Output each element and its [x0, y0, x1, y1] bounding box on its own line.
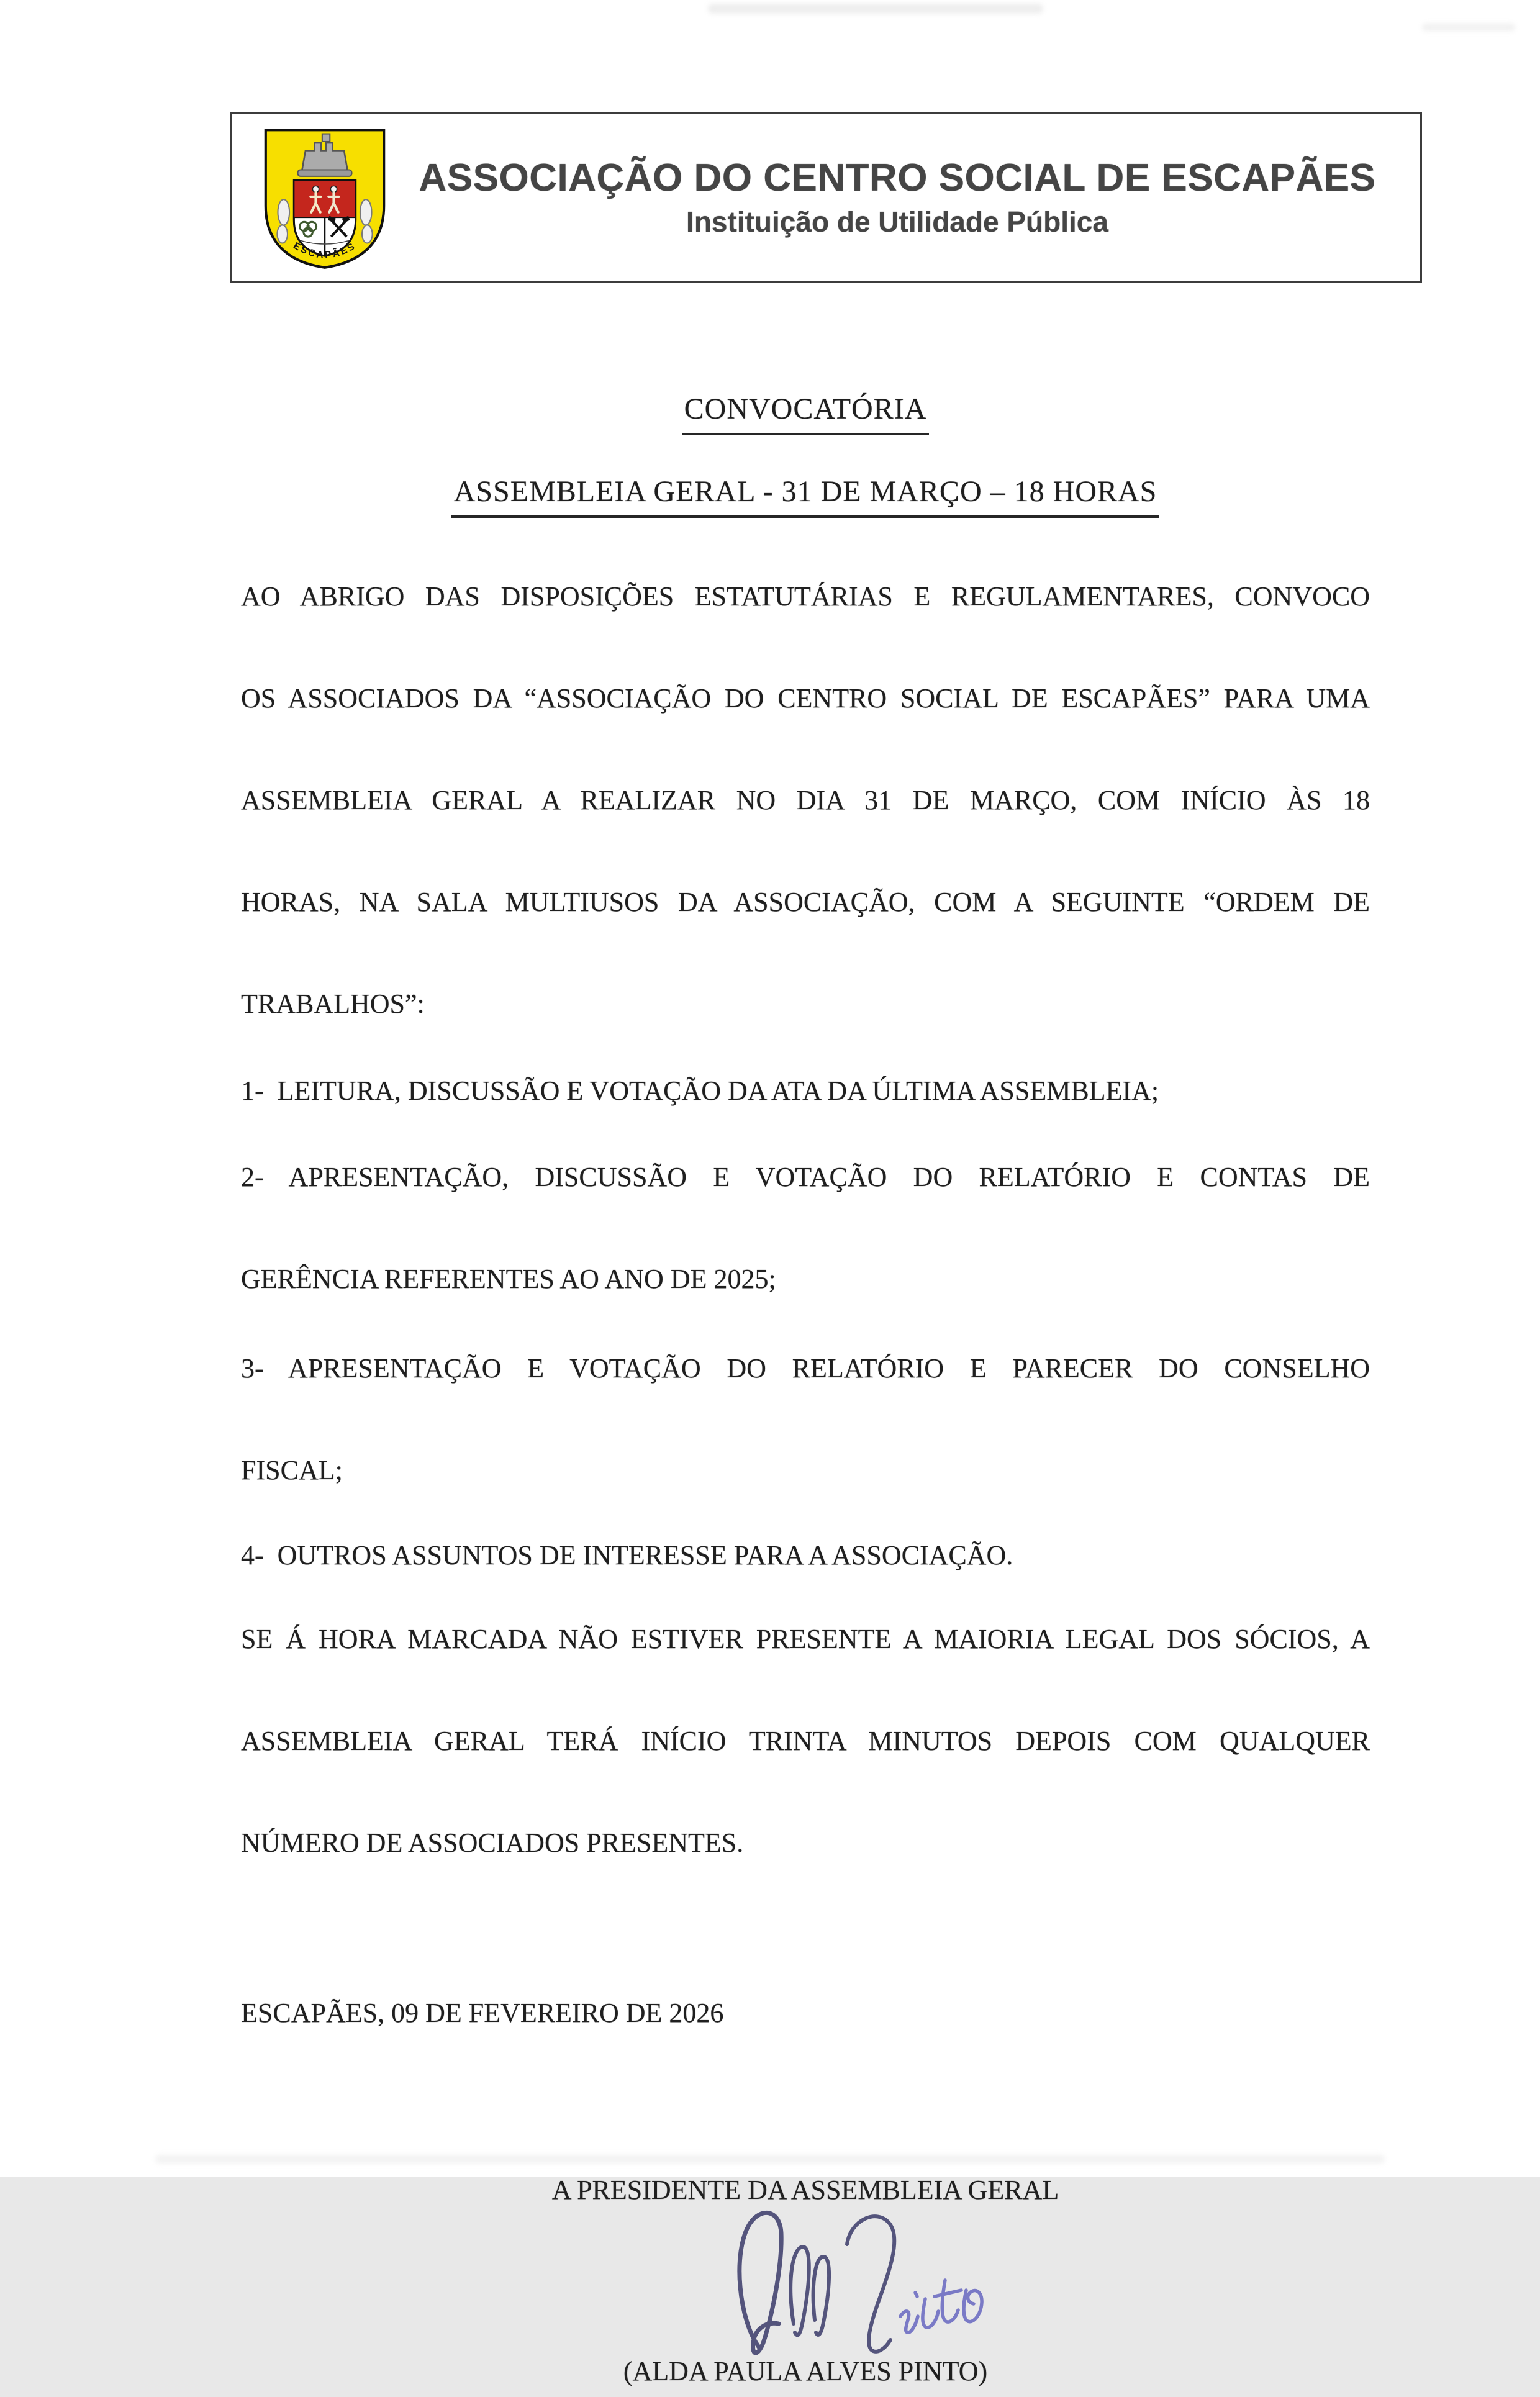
intro-line: OS ASSOCIADOS DA “ASSOCIAÇÃO DO CENTRO SOCIAL DE ESCAPÃES” PARA UMA [241, 683, 1370, 714]
agenda-line: 2- APRESENTAÇÃO, DISCUSSÃO E VOTAÇÃO DO RELATÓRIO E CONTAS DE [241, 1162, 1370, 1192]
intro-line: AO ABRIGO DAS DISPOSIÇÕES ESTATUTÁRIAS E REGULAMENTARES, CONVOCO [241, 581, 1370, 612]
agenda-line: 4- OUTROS ASSUNTOS DE INTERESSE PARA A ASSOCIAÇÃO. [241, 1540, 1013, 1570]
agenda-item-3 [241, 1343, 1370, 1496]
agenda-line: FISCAL; [241, 1455, 343, 1485]
intro-line: ASSEMBLEIA GERAL A REALIZAR NO DIA 31 DE MARÇO, COM INÍCIO ÀS 18 [241, 785, 1370, 815]
quorum-line: ASSEMBLEIA GERAL TERÁ INÍCIO TRINTA MINUTOS DEPOIS COM QUALQUER [241, 1726, 1370, 1756]
association-name: ASSOCIAÇÃO DO CENTRO SOCIAL DE ESCAPÃES [419, 156, 1376, 199]
agenda-item-2 [241, 1152, 1370, 1305]
doc-subtitle: ASSEMBLEIA GERAL - 31 DE MARÇO – 18 HORAS [241, 474, 1370, 518]
red-chief [294, 180, 355, 217]
association-status: Instituição de Utilidade Pública [686, 205, 1108, 238]
signature-name: (ALDA PAULA ALVES PINTO) [623, 2356, 988, 2386]
scan-smudge [708, 4, 1043, 14]
quorum-line: SE Á HORA MARCADA NÃO ESTIVER PRESENTE A MAIORIA LEGAL DOS SÓCIOS, A [241, 1624, 1370, 1654]
letterhead-box [230, 112, 1422, 283]
quorum-paragraph [241, 1614, 1370, 1869]
signature-block [241, 2165, 1370, 2397]
doc-title: CONVOCATÓRIA [241, 391, 1370, 435]
association-crest-logo [259, 124, 391, 271]
dateline: ESCAPÃES, 09 DE FEVEREIRO DE 2026 [241, 1998, 724, 2028]
handwritten-signature [720, 2192, 1012, 2378]
quorum-line: NÚMERO DE ASSOCIADOS PRESENTES. [241, 1828, 744, 1858]
agenda-line: 1- LEITURA, DISCUSSÃO E VOTAÇÃO DA ATA DA ÚLTIMA ASSEMBLEIA; [241, 1076, 1159, 1106]
intro-line: HORAS, NA SALA MULTIUSOS DA ASSOCIAÇÃO, COM A SEGUINTE “ORDEM DE [241, 887, 1370, 917]
agenda-item-4 [241, 1530, 1370, 1581]
agenda-item-1 [241, 1066, 1370, 1117]
intro-paragraph [241, 571, 1370, 1030]
letter-body [241, 373, 1370, 2397]
agenda-line: GERÊNCIA REFERENTES AO ANO DE 2025; [241, 1264, 776, 1294]
agenda-line: 3- APRESENTAÇÃO E VOTAÇÃO DO RELATÓRIO E PARECER DO CONSELHO [241, 1353, 1370, 1384]
crest-banner-text: ESCAPÃES [291, 240, 358, 261]
signature-role: A PRESIDENTE DA ASSEMBLEIA GERAL [551, 2175, 1059, 2205]
scan-smudge [1422, 24, 1515, 31]
letterhead-text [391, 156, 1420, 238]
intro-line: TRABALHOS”: [241, 989, 425, 1019]
